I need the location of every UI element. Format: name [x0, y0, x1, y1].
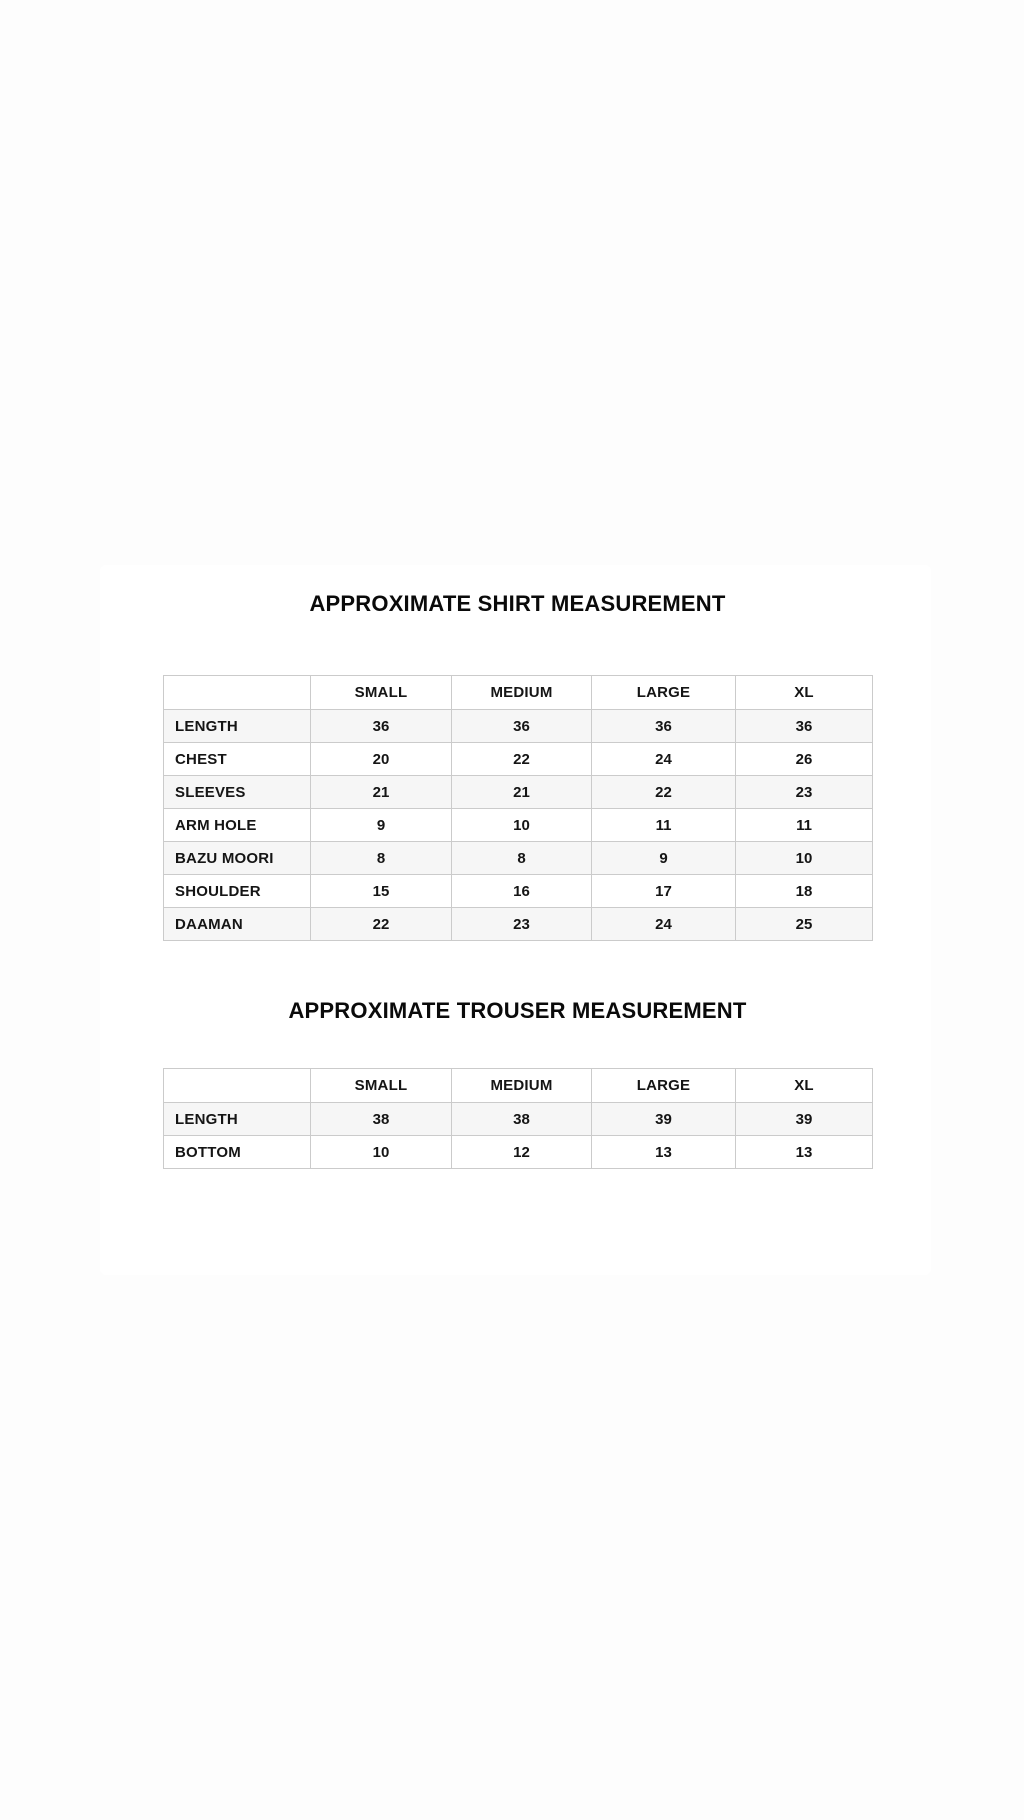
shirt-measurement-table — [163, 675, 873, 941]
cell-value: 12 — [452, 1136, 592, 1169]
trouser-measurement-table — [163, 1068, 873, 1169]
table-row-chest — [164, 743, 873, 776]
cell-value: 9 — [592, 842, 736, 875]
cell-value: 8 — [452, 842, 592, 875]
cell-value: 38 — [452, 1103, 592, 1136]
cell-value: 21 — [311, 776, 452, 809]
cell-value: 13 — [592, 1136, 736, 1169]
cell-value: 11 — [736, 809, 873, 842]
cell-value: 10 — [736, 842, 873, 875]
trouser-header-row — [164, 1069, 873, 1103]
column-header-medium: MEDIUM — [452, 1069, 592, 1103]
cell-value: 38 — [311, 1103, 452, 1136]
row-label: SHOULDER — [164, 875, 311, 908]
cell-value: 10 — [311, 1136, 452, 1169]
row-label: LENGTH — [164, 1103, 311, 1136]
table-row-arm-hole — [164, 809, 873, 842]
row-label: CHEST — [164, 743, 311, 776]
cell-value: 26 — [736, 743, 873, 776]
cell-value: 22 — [452, 743, 592, 776]
cell-value: 13 — [736, 1136, 873, 1169]
cell-value: 10 — [452, 809, 592, 842]
table-row-length — [164, 1103, 873, 1136]
column-header-xl: XL — [736, 676, 873, 710]
cell-value: 15 — [311, 875, 452, 908]
trouser-measurement-title: APPROXIMATE TROUSER MEASUREMENT — [288, 998, 747, 1023]
cell-value: 16 — [452, 875, 592, 908]
table-row-bazu-moori — [164, 842, 873, 875]
row-label: LENGTH — [164, 710, 311, 743]
column-header-xl: XL — [736, 1069, 873, 1103]
table-row-length — [164, 710, 873, 743]
cell-value: 9 — [311, 809, 452, 842]
cell-value: 8 — [311, 842, 452, 875]
cell-value: 22 — [311, 908, 452, 941]
shirt-header-row — [164, 676, 873, 710]
table-row-shoulder — [164, 875, 873, 908]
cell-value: 39 — [592, 1103, 736, 1136]
cell-value: 25 — [736, 908, 873, 941]
cell-value: 36 — [452, 710, 592, 743]
cell-value: 22 — [592, 776, 736, 809]
cell-value: 39 — [736, 1103, 873, 1136]
cell-value: 36 — [736, 710, 873, 743]
cell-value: 36 — [311, 710, 452, 743]
cell-value: 18 — [736, 875, 873, 908]
cell-value: 11 — [592, 809, 736, 842]
row-label: DAAMAN — [164, 908, 311, 941]
cell-value: 20 — [311, 743, 452, 776]
cell-value: 23 — [736, 776, 873, 809]
cell-value: 24 — [592, 908, 736, 941]
cell-value: 36 — [592, 710, 736, 743]
row-label: SLEEVES — [164, 776, 311, 809]
cell-value: 23 — [452, 908, 592, 941]
column-header-large: LARGE — [592, 676, 736, 710]
cell-value: 17 — [592, 875, 736, 908]
cell-value: 21 — [452, 776, 592, 809]
column-header-blank — [164, 1069, 311, 1103]
column-header-blank — [164, 676, 311, 710]
shirt-measurement-title: APPROXIMATE SHIRT MEASUREMENT — [309, 591, 726, 616]
row-label: BAZU MOORI — [164, 842, 311, 875]
cell-value: 24 — [592, 743, 736, 776]
column-header-small: SMALL — [311, 1069, 452, 1103]
column-header-small: SMALL — [311, 676, 452, 710]
table-row-bottom — [164, 1136, 873, 1169]
column-header-large: LARGE — [592, 1069, 736, 1103]
table-row-daaman — [164, 908, 873, 941]
row-label: BOTTOM — [164, 1136, 311, 1169]
row-label: ARM HOLE — [164, 809, 311, 842]
table-row-sleeves — [164, 776, 873, 809]
column-header-medium: MEDIUM — [452, 676, 592, 710]
